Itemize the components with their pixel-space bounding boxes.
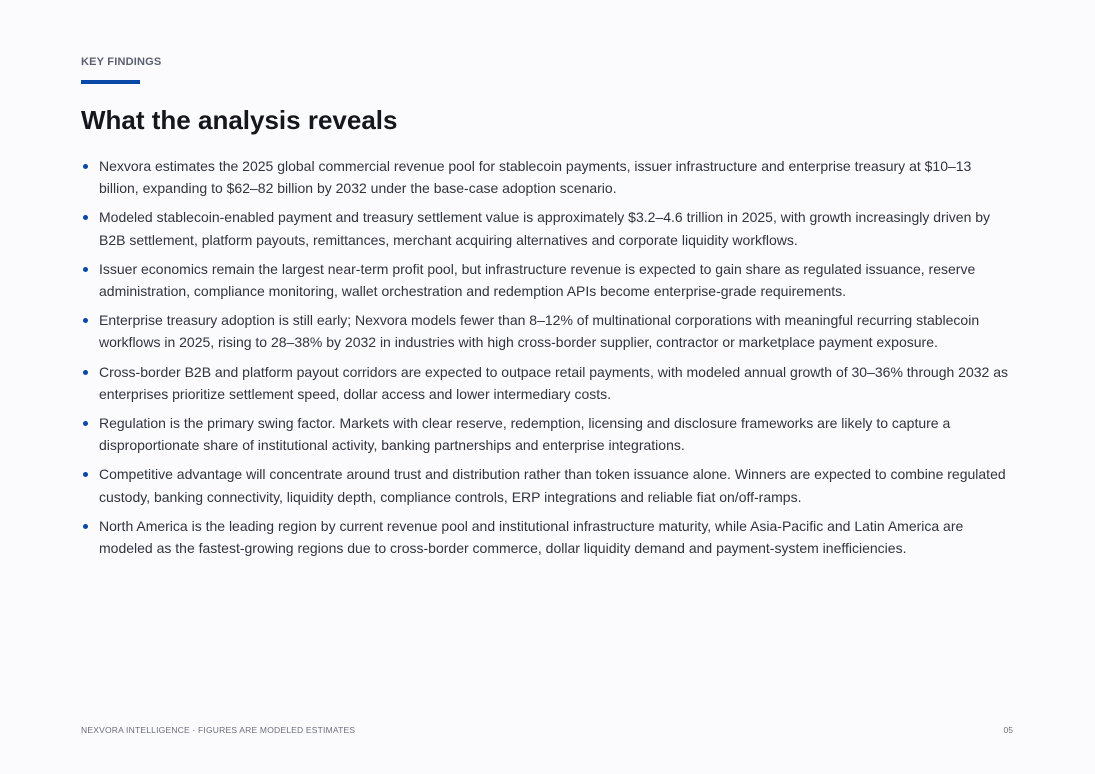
findings-list [81, 155, 1011, 566]
finding-item [81, 463, 1011, 507]
finding-text: North America is the leading region by current revenue pool and institutional infrastructure maturity, while Asia-Pacific and Latin America are modeled as the fastest-growing regions due to cross-border commerce, dollar liquidity demand and payment-system inefficiencies. [99, 517, 964, 557]
page-number: 05 [1003, 725, 1013, 735]
finding-text: Modeled stablecoin-enabled payment and treasury settlement value is approximately $3.2–4.6 trillion in 2025, with growth increasingly driven by B2B settlement, platform payouts, remittances, merchant acquiring alternatives and corporate liquidity workflows. [99, 209, 991, 248]
finding-text: Regulation is the primary swing factor. Markets with clear reserve, redemption, licensing and disclosure frameworks are likely to capture a disproportionate share of institutional activity, banking partnerships and enterprise integrations. [99, 415, 951, 454]
footer-source: NEXVORA INTELLIGENCE · FIGURES ARE MODELED ESTIMATES [81, 725, 356, 735]
finding-text: Competitive advantage will concentrate around trust and distribution rather than token issuance alone. Winners are expected to combine regulated custody, banking connectivity, liquidity depth, compliance controls, ERP integrations and reliable fiat on/off-ramps. [99, 466, 1006, 505]
finding-item [81, 412, 1011, 456]
accent-bar [81, 80, 140, 84]
finding-item [81, 361, 1011, 405]
bullet-dot-icon [83, 524, 88, 529]
finding-item [81, 155, 1011, 199]
finding-item [81, 258, 1011, 302]
finding-item [81, 206, 1011, 250]
finding-text: Issuer economics remain the largest near-term profit pool, but infrastructure revenue is expected to gain share as regulated issuance, reserve administration, compliance monitoring, wallet orchestration and redemption APIs become enterprise-grade requirements. [99, 260, 976, 300]
section-eyebrow: KEY FINDINGS [81, 56, 162, 68]
report-page [81, 0, 1011, 774]
bullet-dot-icon [83, 267, 88, 272]
bullet-dot-icon [83, 215, 88, 220]
bullet-dot-icon [83, 472, 88, 477]
page-title: What the analysis reveals [81, 105, 398, 135]
bullet-dot-icon [83, 370, 88, 375]
bullet-dot-icon [83, 421, 88, 426]
finding-text: Cross-border B2B and platform payout corridors are expected to outpace retail payments, with modeled annual growth of 30–36% through 2032 as enterprises prioritize settlement speed, dollar access and lower intermediary costs. [99, 363, 1008, 402]
bullet-dot-icon [83, 164, 88, 169]
finding-text: Nexvora estimates the 2025 global commercial revenue pool for stablecoin payments, issuer infrastructure and enterprise treasury at $10–13 billion, expanding to $62–82 billion by 2032 under the base-case adoption scenario. [99, 158, 972, 197]
finding-text: Enterprise treasury adoption is still early; Nexvora models fewer than 8–12% of multinational corporations with meaningful recurring stablecoin workflows in 2025, rising to 28–38% by 2032 in industries with high cross-border supplier, contractor or marketplace payment exposure. [99, 312, 980, 351]
finding-item [81, 309, 1011, 353]
finding-item [81, 515, 1011, 559]
bullet-dot-icon [83, 318, 88, 323]
